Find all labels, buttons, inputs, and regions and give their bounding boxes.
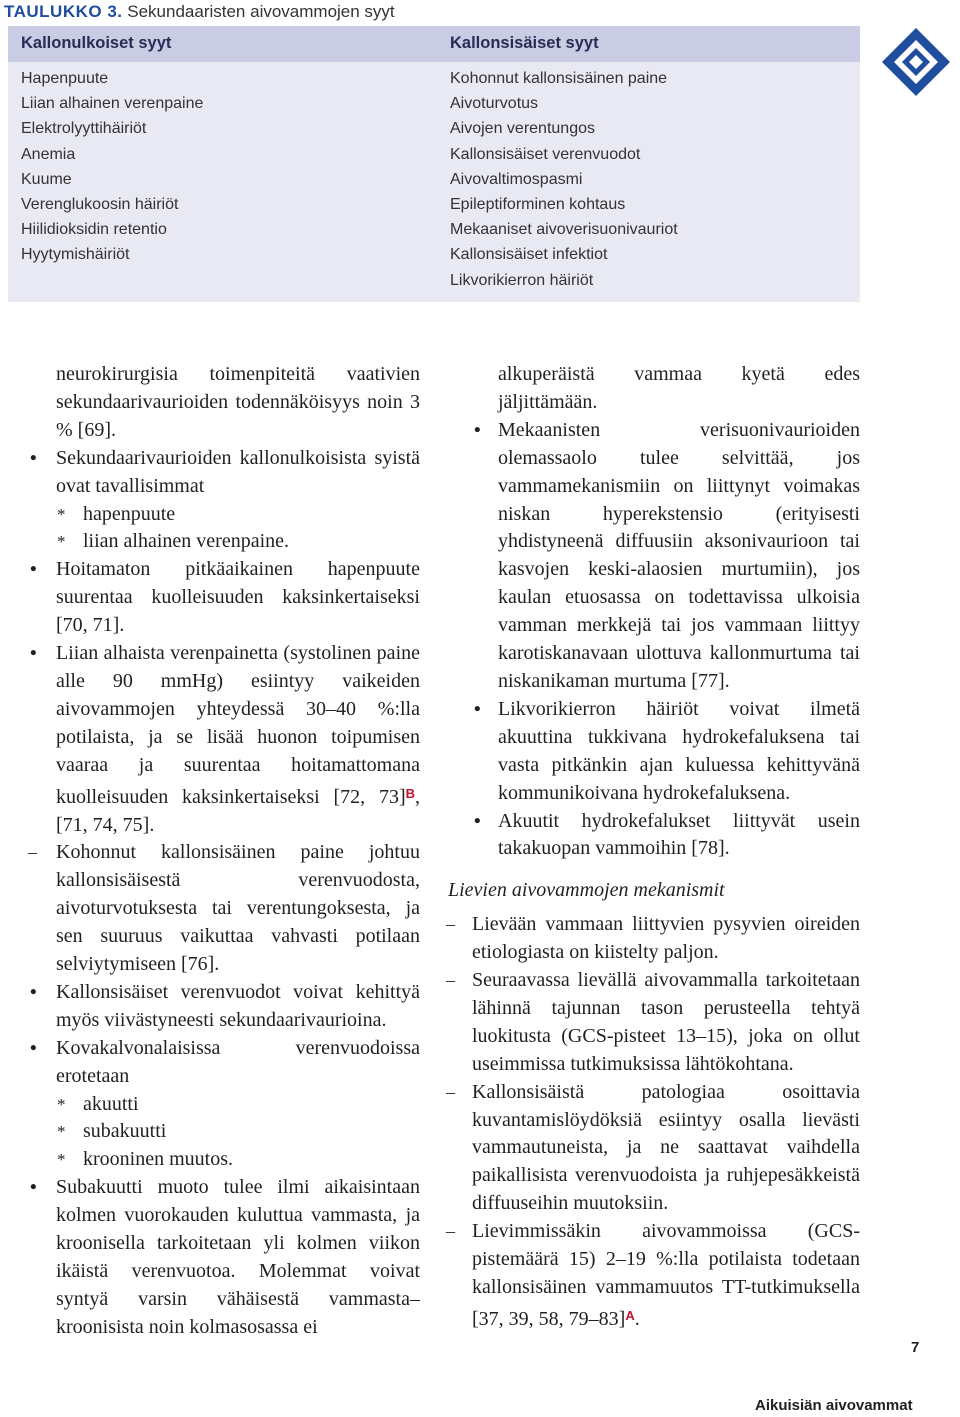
right-text-column	[448, 361, 860, 1334]
star-marker: *	[57, 504, 66, 524]
dash-marker: –	[446, 914, 455, 935]
extracranial-header: Kallonulkoiset syyt	[21, 34, 172, 52]
left-text-column	[28, 361, 420, 1342]
bullet-marker: •	[30, 643, 37, 665]
dash-marker: –	[28, 842, 37, 863]
list-item: Elektrolyyttihäiriöt	[21, 120, 147, 138]
star-marker: *	[57, 1122, 66, 1142]
list-item: Anemia	[21, 145, 76, 163]
dash-marker: –	[446, 1081, 455, 1102]
paragraph: alkuperäistä vammaa kyetä edes jäljittämään.	[498, 363, 860, 413]
bullet-marker: •	[474, 698, 481, 720]
list-item: Hiilidioksidin retentio	[21, 221, 167, 239]
list-item: Hyytymishäiriöt	[21, 246, 130, 264]
star-marker: *	[57, 1150, 66, 1170]
evidence-grade-badge: A	[625, 1307, 635, 1323]
bullet-marker: •	[30, 981, 37, 1003]
bullet-item: • Likvorikierron häiriöt voivat ilmetä akuuttina tukkivana hydrokefaluksena tai vasta pitkänkin ajan kuluessa kehittyvänä kommunikoivana hydrokefaluksena.	[474, 697, 860, 804]
bullet-marker: •	[30, 559, 37, 581]
list-item: Aivojen verentungos	[450, 120, 595, 138]
dash-item: – Lievimmissäkin aivovammoissa (GCS-pistemäärä 15) 2–19 %:lla potilaista todetaan kallonsisäinen vammamuutos TT-tutkimuksella [37, 39, 58, 79–83]$^A$.	[446, 1220, 860, 1330]
extracranial-list	[21, 66, 203, 268]
bullet-marker: •	[30, 1177, 37, 1199]
list-item: Kohonnut kallonsisäinen paine	[450, 70, 668, 87]
dash-marker: –	[446, 970, 455, 991]
running-footer: Aikuisiän aivovammat	[755, 1397, 913, 1414]
dash-item: – Kohonnut kallonsisäinen paine johtuu kallonsisäisestä verenvuodosta, aivoturvotuksesta tai verentungoksesta, ja sen suuruus vaikuttaa vahvasti potilaan selviytymiseen [76].	[28, 841, 420, 976]
list-item: Liian alhainen verenpaine	[21, 95, 204, 113]
causes-table	[8, 26, 860, 302]
bullet-marker: •	[30, 1037, 37, 1059]
bullet-item: • Kovakalvonalaisissa verenvuodoissa erotetaan	[30, 1036, 420, 1087]
bullet-marker: •	[474, 810, 481, 832]
table-label: TAULUKKO 3.	[4, 2, 123, 21]
section-heading: Lievien aivovammojen mekanismit	[448, 879, 725, 902]
list-item: Kallonsisäiset verenvuodot	[450, 145, 641, 163]
dash-item: – Seuraavassa lievällä aivovammalla tarkoitetaan lähinnä tajunnan tason perusteella tehtyä luokitusta (GCS-pisteet 13–15), joka on ollut useimmissa tutkimuksissa lähtökohtana.	[446, 969, 860, 1075]
bullet-item: • Kallonsisäiset verenvuodot voivat kehittyä myös viivästyneesti sekundaarivaurioina.	[30, 980, 420, 1031]
intracranial-list	[450, 66, 678, 293]
bullet-item: • Liian alhaista verenpainetta (systolinen paine alle 90 mmHg) esiintyy vaikeiden aivovammojen yhteydessä 30–40 %:lla potilaista, ja se lisää huonon toipumisen vaaraa ja suurentaa hoitamattomana kuolleisuuden kaksinkertaiseksi [72, 73]$^B$, [71, 74, 75].	[30, 642, 420, 836]
sub-item: * subakuutti	[32, 1118, 420, 1146]
table-caption	[4, 1, 395, 23]
page-number: 7	[911, 1339, 920, 1356]
list-item: Kallonsisäiset infektiot	[450, 246, 608, 264]
dash-item: – Kallonsisäistä patologiaa osoittavia kuvantamislöydöksiä esiintyy osalla lievästi vammautuneista, ja ne saattavat vaihdella paikallisista verenvuodoista ja ruhjepesäkkeistä diffuuseihin muutoksiin.	[446, 1080, 860, 1215]
list-item: Verenglukoosin häiriöt	[21, 196, 179, 214]
publisher-logo-icon	[880, 26, 952, 98]
star-marker: *	[57, 1094, 66, 1114]
bullet-item: • Hoitamaton pitkäaikainen hapenpuute suurentaa kuolleisuuden kaksinkertaiseksi [70, 71].	[30, 558, 420, 637]
list-item: Aivovaltimospasmi	[450, 170, 583, 188]
star-marker: *	[57, 532, 66, 552]
sub-item: * krooninen muutos.	[32, 1146, 420, 1174]
bullet-item: • Sekundaarivaurioiden kallonulkoisista syistä ovat tavallisimmat	[30, 446, 420, 497]
list-item: Hapenpuute	[21, 70, 109, 87]
list-item: Aivoturvotus	[450, 95, 539, 113]
sub-item: * akuutti	[32, 1091, 420, 1119]
list-item: Mekaaniset aivoverisuonivauriot	[450, 221, 678, 239]
dash-item: – Lievään vammaan liittyvien pysyvien oireiden etiologiasta on kiistelty paljon.	[446, 913, 860, 964]
sub-item: * hapenpuute	[32, 501, 420, 529]
bullet-item: • Mekaanisten verisuonivaurioiden olemassaolo tulee selvittää, jos vammamekanismiin on liittynyt voimakas niskan hyperekstensio (erityisesti yhdistyneenä diffuusiin aksonivaurioon tai kasvojen keski-alaosien murtumiin), jos kaulan etuosassa on todettavissa ulkoisia vamman merkkejä tai jos vammaan liittyy karotiskanavaan ulottuva kallonmurtuma tai niskanikaman murtuma [77].	[474, 418, 860, 692]
table-title: Sekundaaristen aivovammojen syyt	[127, 2, 395, 21]
list-item: Likvorikierron häiriöt	[450, 271, 594, 289]
list-item: Epileptiforminen kohtaus	[450, 196, 626, 214]
dash-marker: –	[446, 1221, 455, 1242]
bullet-item: • Akuutit hydrokefalukset liittyvät usein takakuopan vammoihin [78].	[474, 809, 860, 860]
paragraph: neurokirurgisia toimenpiteitä vaativien sekundaarivaurioiden todennäköisyys noin 3 % [69].	[56, 363, 420, 441]
evidence-grade-badge: B	[405, 785, 415, 801]
list-item: Kuume	[21, 170, 72, 188]
intracranial-header: Kallonsisäiset syyt	[450, 34, 599, 52]
sub-item: * liian alhainen verenpaine.	[32, 528, 420, 556]
bullet-marker: •	[474, 419, 481, 441]
bullet-item: • Subakuutti muoto tulee ilmi aikaisintaan kolmen vuorokauden kuluttua vammasta, ja kroonisella tarkoitetaan yli kolmen viikon ikäistä verenvuotoa. Molemmat voivat syntyä varsin vähäisestä vammasta–kroonisista noin kolmasosassa ei	[30, 1176, 420, 1338]
bullet-marker: •	[30, 447, 37, 469]
